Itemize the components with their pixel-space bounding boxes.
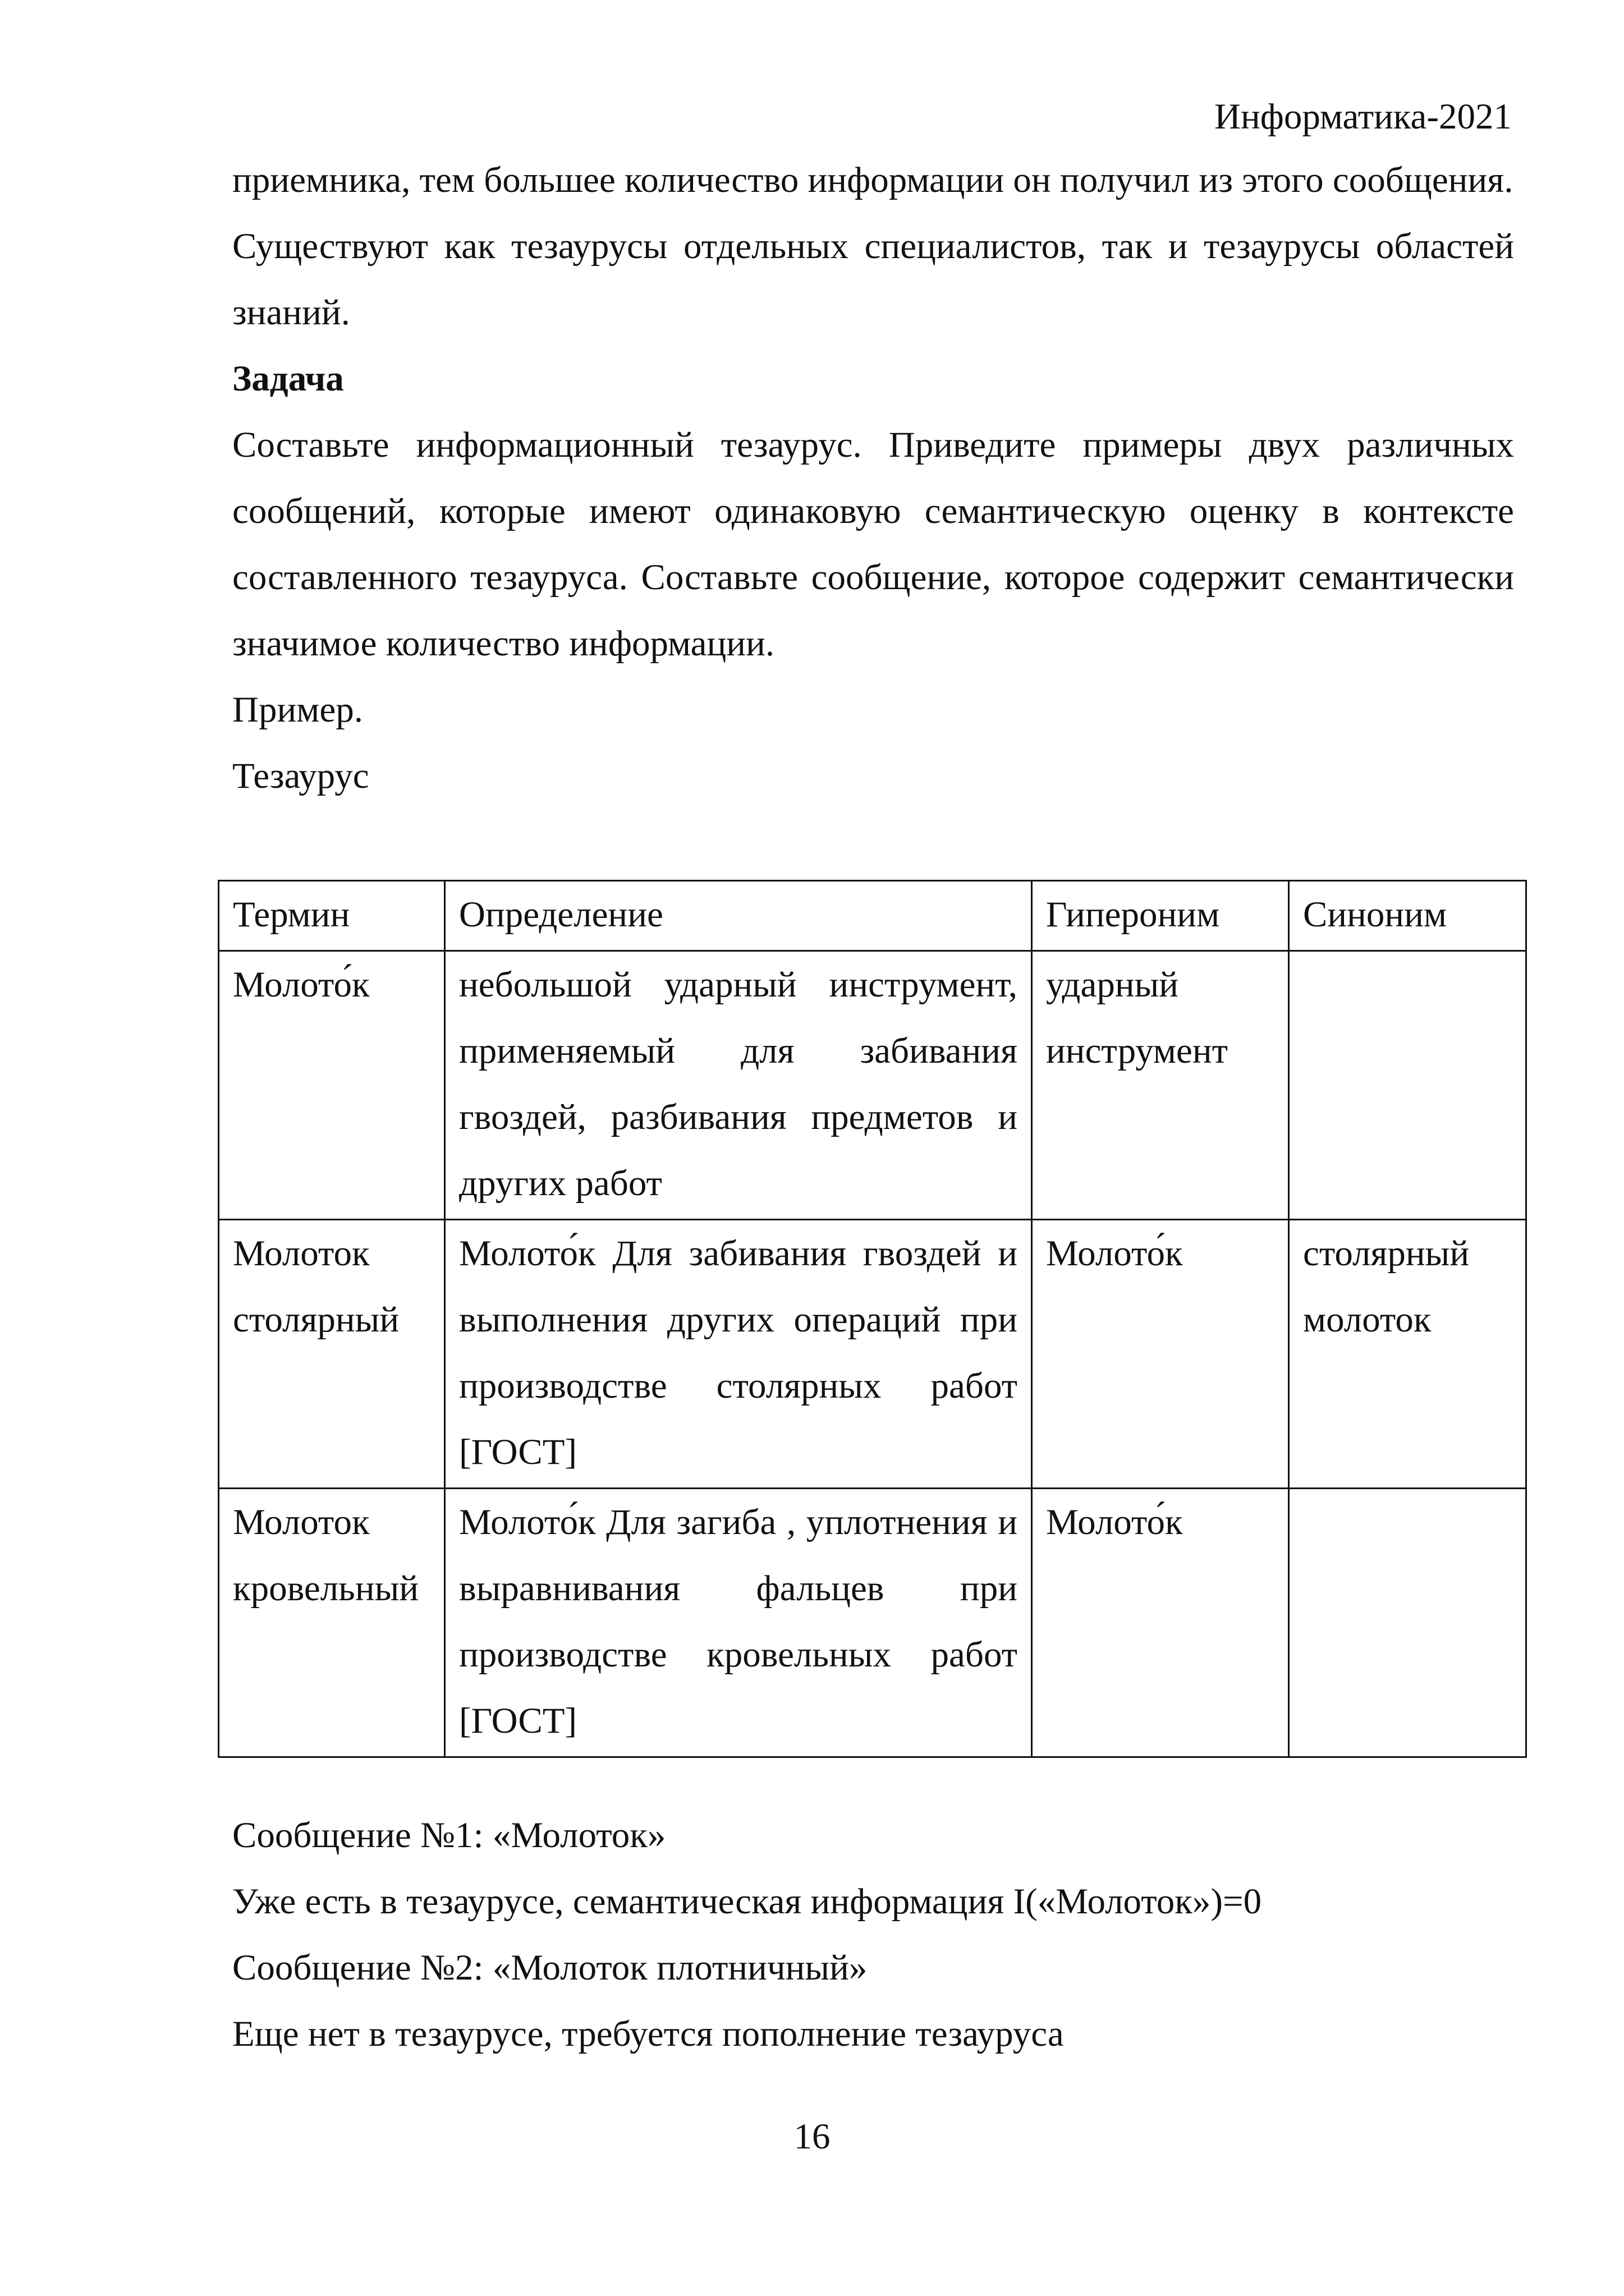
table-header-row [219,881,1526,951]
table-row [219,951,1526,1220]
message-1: Сообщение №1: «Молоток» [232,1815,666,1856]
definition-cell: небольшой ударный инструмент, применяемый для забивания гвоздей, разбивания предметов и других работ [445,951,1032,1220]
hypernym-cell: ударный инструмент [1032,951,1289,1220]
running-header: Информатика-2021 [1214,97,1512,137]
hypernym-cell: Молото́к [1032,1489,1289,1757]
message-1-note: Уже есть в тезаурусе, семантическая информация I(«Молоток»)=0 [232,1881,1262,1922]
term-cell: Молоток кровельный [219,1489,445,1757]
message-2-note: Еще нет в тезаурусе, требуется пополнение тезауруса [232,2014,1064,2054]
page-number: 16 [793,2116,831,2157]
thesaurus-table [218,880,1527,1758]
example-label: Пример. [232,690,363,730]
definition-cell: Молото́к Для забивания гвоздей и выполнения других операций при производстве столярных работ [ГОСТ] [445,1220,1032,1489]
thesaurus-label: Тезаурус [232,756,369,796]
term-cell: Молоток столярный [219,1220,445,1489]
synonym-cell [1289,1489,1526,1757]
column-header-synonym: Синоним [1289,881,1526,951]
table-row [219,1489,1526,1757]
body-text [232,147,1514,809]
column-header-definition: Определение [445,881,1032,951]
task-text: Составьте информационный тезаурус. Приведите примеры двух различных сообщений, которые имеют одинаковую семантическую оценку в контексте составленного тезауруса. Составьте сообщение, которое содержит семантически значимое количество информации. [232,425,1514,664]
term-cell: Молото́к [219,951,445,1220]
paragraph-thesaurus-types: Существуют как тезаурусы отдельных специалистов, так и тезаурусы областей знаний. [232,226,1514,333]
synonym-cell [1289,951,1526,1220]
column-header-term: Термин [219,881,445,951]
paragraph-continuation: приемника, тем большее количество информации он получил из этого сообщения. [232,160,1513,200]
definition-cell: Молото́к Для загиба , уплотнения и выравнивания фальцев при производстве кровельных работ [ГОСТ] [445,1489,1032,1757]
message-2: Сообщение №2: «Молоток плотничный» [232,1948,868,1988]
table-row [219,1220,1526,1489]
messages-section [232,1802,1514,2067]
column-header-hypernym: Гипероним [1032,881,1289,951]
synonym-cell: столярный молоток [1289,1220,1526,1489]
hypernym-cell: Молото́к [1032,1220,1289,1489]
task-heading: Задача [232,359,344,399]
